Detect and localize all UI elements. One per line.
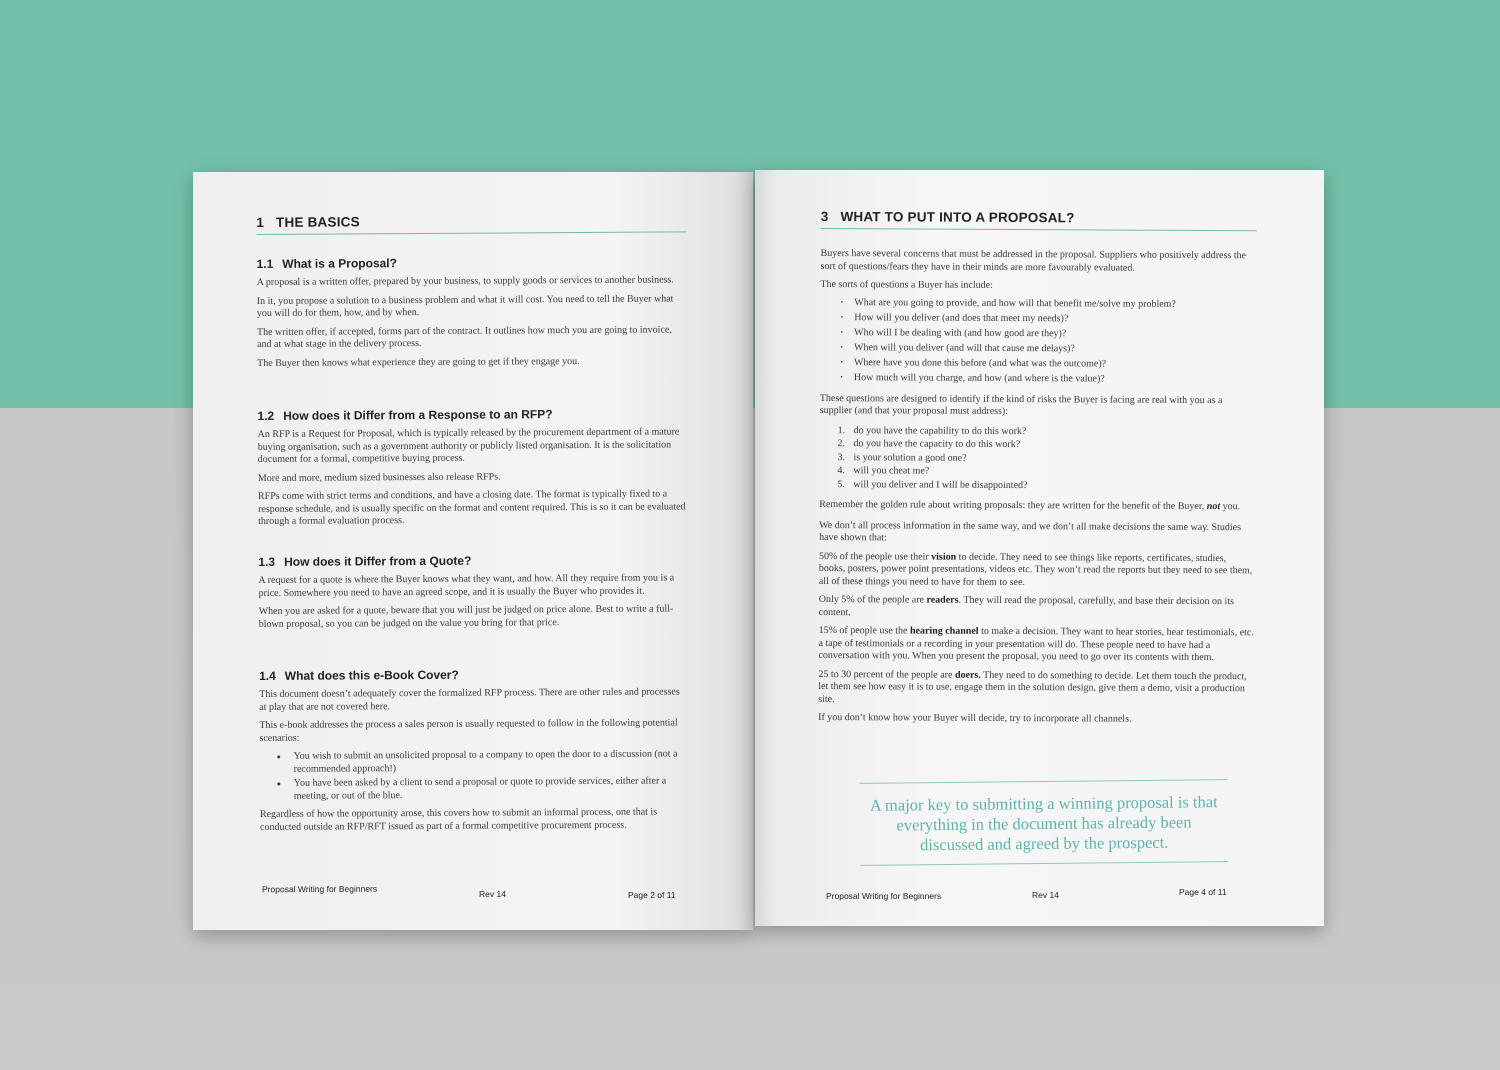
text: you.: [1222, 501, 1241, 513]
text: 15% of people use the: [818, 624, 908, 637]
paragraph-doers: [818, 668, 1254, 708]
list-text: will you cheat me?: [853, 465, 930, 477]
text: They need to do something to decide. Let them touch the product, let them see how easy it is to use, engage them in the solution design, give them a demo, visit a production site.: [818, 669, 1247, 705]
subsection-1-3: [258, 552, 688, 637]
paragraph: RFPs come with strict terms and conditions, and have a closing date. The format is typically fixed to a response schedule, and is usually specific on the format and content required. This is so it can be evaluated through a formal evaluation process.: [257, 488, 686, 527]
list-number: 4.: [837, 465, 845, 477]
section-title: THE BASICS: [275, 214, 360, 230]
text: to make a decision. They want to hear stories, hear testimonials, etc. a tape of testimonials or a recording in your presentation will do. These people need to have had a conversation with you. When you present the proposal, you need to go over its contents with them.: [818, 625, 1254, 664]
list-text: do you have the capability to do this work?: [853, 424, 1027, 437]
subsection-1-1: [257, 254, 688, 376]
list-item: ● You have been asked by a client to send a proposal or quote to provide services, either after a meeting, or out of the blue.: [260, 775, 690, 803]
paragraph: When you are asked for a quote, beware that you will just be judged on price alone. Best to write a full-blown proposal, so you can be judged on the value you bring for that price.: [258, 603, 674, 630]
paragraph: More and more, medium sized businesses also release RFPs.: [257, 471, 501, 484]
paragraph: This e-book addresses the process a sales person is usually requested to follow in the following potential scenarios:: [259, 717, 678, 744]
emphasis: doers.: [954, 669, 981, 681]
list-item: · How much will you charge, and how (and where is the value)?: [820, 369, 1256, 386]
footer-rev: Rev 14: [1032, 890, 1059, 900]
paragraph: The sorts of questions a Buyer has include:: [820, 278, 993, 291]
paragraph: These questions are designed to identify if the kind of risks the Buyer is facing are real with you as a supplier (and that your proposal must address):: [819, 392, 1223, 417]
list-number: 2.: [837, 438, 846, 450]
paragraph-hearing: [818, 625, 1254, 665]
paragraph: In it, you propose a solution to a business problem and what it will cost. You need to tell the Buyer what you will do for them, how, and by when.: [256, 292, 674, 319]
subsection-title: How does it Differ from a Response to an RFP?: [283, 407, 553, 423]
subsection-1-4: [259, 666, 690, 840]
list-item: · Where have you done this before (and what was the outcome)?: [820, 354, 1256, 371]
emphasis: hearing channel: [909, 625, 979, 637]
text: Only 5% of the people are: [818, 593, 925, 606]
list-item: · What are you going to provide, and how will that benefit me/solve my problem?: [820, 294, 1256, 311]
text: 25 to 30 percent of the people are: [818, 668, 953, 681]
right-page-content: [818, 170, 1257, 725]
paragraph: A proposal is a written offer, prepared by your business, to supply goods or services to another business.: [256, 274, 674, 288]
list-text: will you deliver and I will be disappointed?: [853, 478, 1028, 491]
list-item: ● You wish to submit an unsolicited proposal to a company to open the door to a discussion (not a recommended approach!): [260, 748, 690, 776]
subsection-heading: [259, 666, 689, 683]
text: to decide. They need to see things like reports, certificates, studies, books, posters, power point presentations, videos etc. They won’t read the reports but they need to see them, all of these things you need to have for them to see.: [818, 551, 1253, 588]
subsection-heading: [257, 406, 687, 423]
subsection-number: 1.1: [256, 256, 274, 271]
footer-title: Proposal Writing for Beginners: [826, 891, 942, 901]
list-item: · When will you deliver (and will that cause me delays)?: [820, 339, 1256, 356]
paragraph-readers: [819, 594, 1255, 621]
subsection-title: How does it Differ from a Quote?: [284, 553, 472, 569]
text: 50% of the people use their: [818, 550, 929, 563]
emphasis: not: [1206, 501, 1221, 513]
subsection-number: 1.4: [259, 668, 276, 683]
list-text: do you have the capacity to do this work?: [853, 438, 1021, 451]
section-number: 1: [256, 214, 265, 230]
paragraph-vision: [819, 550, 1255, 590]
list-text: is your solution a good one?: [853, 451, 967, 464]
subsection-number: 1.2: [257, 408, 275, 423]
list-number: 5.: [837, 478, 845, 490]
paragraph: This document doesn’t adequately cover the formalized RFP process. There are other rules and processes at play that are not covered here.: [259, 686, 680, 713]
buyer-questions-list: [820, 294, 1256, 386]
section-heading-basics: [256, 212, 686, 235]
subsection-title: What does this e-Book Cover?: [284, 667, 459, 683]
footer-page-number: Page 2 of 11: [628, 890, 676, 900]
list-item: · How will you deliver (and does that meet my needs)?: [820, 309, 1256, 326]
right-page: [755, 170, 1324, 926]
paragraph: Regardless of how the opportunity arose, this covers how to submit an informal process, one that is conducted outside an RFP/RFT issued as part of a formal competitive procurement process.: [259, 806, 658, 833]
paragraph-golden-rule: [819, 499, 1255, 514]
pull-quote: A major key to submitting a winning proposal is that everything in the document has already been discussed and agreed by the prospect.: [860, 779, 1229, 866]
paragraph: A request for a quote is where the Buyer knows what they want, and how. All they require from you is a price. Somewhere you need to have an agreed scope, and it is usually the Buyer who provides it.: [258, 572, 675, 599]
section-3-body: [818, 248, 1257, 733]
text: . They will read the proposal, carefully, and base their decision on its content.: [818, 594, 1235, 618]
emphasis: readers: [926, 594, 959, 606]
section-number: 3: [820, 208, 829, 225]
subsection-number: 1.3: [258, 554, 276, 569]
list-number: 1.: [837, 424, 846, 436]
paragraph: If you don’t know how your Buyer will decide, try to incorporate all channels.: [818, 711, 1132, 725]
subsection-heading: [258, 552, 688, 569]
risks-list: [819, 423, 1255, 493]
emphasis: vision: [931, 551, 957, 563]
footer-title: Proposal Writing for Beginners: [261, 883, 378, 895]
paragraph: The written offer, if accepted, forms part of the contract. It outlines how much you are going to invoice, and at what stage in the delivery process.: [256, 323, 672, 350]
left-page: [193, 172, 753, 930]
footer-rev: Rev 14: [479, 889, 506, 899]
list-item: · Who will I be dealing with (and how good are they)?: [820, 324, 1256, 341]
subsection-1-2: [257, 406, 688, 534]
paragraph: We don’t all process information in the same way, and we don’t all make decisions the same way. Studies have shown that:: [819, 519, 1242, 544]
list-number: 3.: [837, 451, 846, 463]
scenario-list: [260, 748, 690, 803]
footer-page-number: Page 4 of 11: [1179, 887, 1227, 897]
subsection-heading: [257, 254, 687, 271]
subsection-title: What is a Proposal?: [282, 256, 397, 271]
paragraph: An RFP is a Request for Proposal, which is typically released by the procurement department of a mature buying organisation, such as a government authority or publicly listed organisation. It is the solicitation document for a formal, competitive buying process.: [257, 426, 680, 465]
section-title: WHAT TO PUT INTO A PROPOSAL?: [840, 209, 1075, 226]
list-item: [819, 477, 1255, 493]
paragraph: Buyers have several concerns that must be addressed in the proposal. Suppliers who positively address the sort of questions/fears they have in their minds are more favourably evaluated.: [820, 247, 1247, 274]
text: Remember the golden rule about writing proposals: they are written for the benefit of the Buyer,: [819, 498, 1205, 513]
paragraph: The Buyer then knows what experience they are going to get if they engage you.: [257, 355, 580, 369]
section-heading-what-to-put: [821, 209, 1257, 231]
